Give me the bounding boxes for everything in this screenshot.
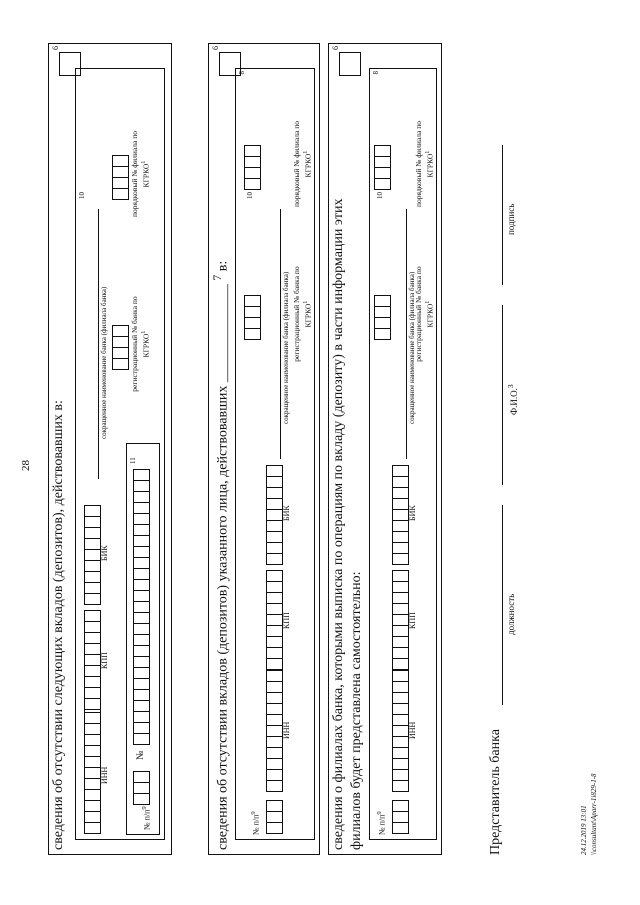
branch-number-cells[interactable] [112,155,129,199]
reg-number-label: регистрационный № банка по КГРКО$^1$ [292,266,313,362]
kpp-cells[interactable] [266,570,283,669]
section-3-inner-block [369,68,437,840]
branch-number-label: порядковый № филиала по КГРКО$^1$ [414,120,435,208]
branch-number-cells[interactable] [244,145,261,189]
bik-label: БИК [408,505,417,521]
bank-name-footnote: 10 [246,192,254,199]
position-line[interactable] [488,505,503,705]
page-number: 28 [20,460,32,471]
inn-label: ИНН [100,766,109,784]
bank-name-footnote: 10 [78,192,86,199]
section-absent-deposits [48,43,172,855]
inn-cells[interactable] [266,659,283,791]
bik-cells[interactable] [392,465,409,564]
section-branches-separate [328,43,442,855]
section-1-title: сведения об отсутствии следующих вкладов (депозитов), действовавших в: [51,400,66,850]
kpp-label: КПП [282,612,291,629]
kpp-label: КПП [408,612,417,629]
footer-timestamp: 24.12.2019 13:01 [580,805,588,855]
reg-number-label: регистрационный № банка по КГРКО$^1$ [130,296,151,392]
section-2-checkbox-footnote: 6 [211,46,220,50]
section-3-inner-footnote: 8 [372,71,380,75]
bank-name-label: сокращенное наименование банка (филиала банка) [100,286,108,439]
row-number-label: № $п/п^9$ [376,811,387,835]
bik-label: БИК [100,545,109,561]
bank-name-label: сокращенное наименование банка (филиала банка) [408,271,416,424]
bank-name-line[interactable] [392,209,407,459]
section-2-inner-block [235,68,315,840]
fio-label: Ф.И.О.$^3$ [506,384,519,415]
bank-name-footnote: 10 [376,192,384,199]
bank-name-line[interactable] [266,209,281,459]
inn-label: ИНН [282,721,291,739]
row-number-label: № $п/п^9$ [250,811,261,835]
position-label: должность [506,593,516,635]
bank-representative-title: Представитель банка [488,729,503,855]
inn-label: ИНН [408,721,417,739]
inn-cells[interactable] [84,701,101,833]
reg-number-cells[interactable] [244,295,261,339]
branch-number-cells[interactable] [374,145,391,189]
branch-number-label: порядковый № филиала по КГРКО$^1$ [292,120,313,208]
inn-cells[interactable] [392,659,409,791]
deposit-number-block [126,443,160,835]
fio-line[interactable] [488,305,503,485]
bik-cells[interactable] [84,505,101,604]
section-1-inner-block [75,68,165,840]
reg-number-cells[interactable] [112,325,129,369]
kpp-label: КПП [100,652,109,669]
section-3-title-line2: филиалов будет представлена самостоятельно: [349,571,364,850]
row-number-cells[interactable] [266,800,283,833]
row-number-cells[interactable] [392,800,409,833]
section-2-title: сведения об отсутствии вкладов (депозитов) указанного лица, действовавших ______________ $^7$ в: [211,260,231,850]
signature-label: подпись [506,203,516,235]
section-3-checkbox[interactable] [339,52,361,76]
footer-path: \\consultant\Aparr-1i829-1-8 [590,773,598,855]
row-number-label: № $п/п^9$ [141,806,152,830]
bik-label: БИК [282,505,291,521]
reg-number-label: регистрационный № банка по КГРКО$^1$ [414,266,435,362]
section-3-title-line1: сведения о филиалах банка, которыми выписка по операциям по вкладу (депозиту) в части информации этих [331,198,346,850]
bik-cells[interactable] [266,465,283,564]
section-absent-person-deposits [208,43,320,855]
section-2-inner-footnote: 8 [238,71,246,75]
deposit-number-label: № [135,750,146,760]
deposit-number-cells[interactable] [133,469,150,744]
section-3-checkbox-footnote: 6 [331,46,340,50]
section-1-checkbox-footnote: 6 [51,46,60,50]
branch-number-label: порядковый № филиала по КГРКО$^1$ [130,130,151,218]
kpp-cells[interactable] [84,610,101,709]
bank-name-label: сокращенное наименование банка (филиала банка) [282,271,290,424]
signature-line[interactable] [488,145,503,285]
kpp-cells[interactable] [392,570,409,669]
deposit-number-footnote: 11 [129,457,137,464]
row-number-cells[interactable] [133,771,150,804]
bank-name-line[interactable] [84,209,99,479]
reg-number-cells[interactable] [374,295,391,339]
